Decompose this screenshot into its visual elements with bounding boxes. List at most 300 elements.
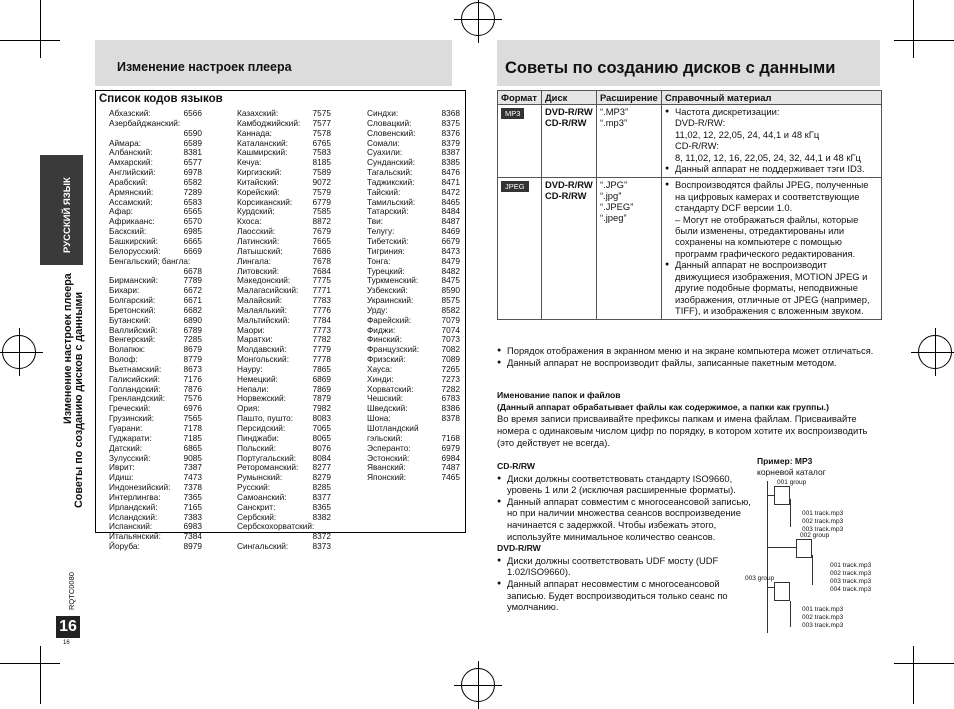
group-label-2: 002 group [800,532,830,539]
language-name: Итальянский: [109,531,161,542]
language-code: 8381 [183,147,202,158]
language-code: 6672 [183,285,202,296]
language-name: Болгарский: [109,295,156,306]
page-number-small: 16 [63,640,70,646]
language-name: Бретонский: [109,304,156,315]
language-code: 7065 [312,423,331,433]
language-name: Словацкий: [367,117,412,128]
language-name: Бутанский: [109,314,151,325]
language-name: Санскрит: [237,501,276,512]
language-name: Тайский: [367,186,401,197]
vertical-title-2: Советы по созданию дисков с данными [73,291,85,508]
language-name: Маори: [237,324,265,335]
th-extension: Расширение [597,91,662,105]
language-tab-label: РУССКИЙ ЯЗЫК [62,177,73,253]
language-code: 6765 [312,137,331,148]
language-name: Македонский: [237,275,291,286]
example-subtitle: корневой каталог [757,467,826,477]
language-code: 8469 [441,226,460,237]
language-name: Идиш: [109,472,134,483]
language-code: 6976 [183,403,202,414]
dvdrw-item-1: ● Диски должны соответствовать UDF мосту (UDF 1.02/ISO9660). [497,555,759,578]
language-code: 7776 [312,304,331,315]
language-code: 8373 [312,541,331,552]
language-name: Ирландский: [109,501,158,512]
language-name: Шотландский [367,423,419,433]
language-name: Румынский: [237,472,283,483]
language-name: Бенгальский; бангла: [109,255,191,266]
language-name: Азербайджанский: [109,117,181,128]
tree-sub-2 [812,555,813,585]
language-name: Сербскохорватский: [237,521,315,532]
language-code: 6665 [183,235,202,246]
cell-jpeg-disc: DVD-R/RW CD-R/RW [542,178,597,320]
language-name: Сингальский: [237,541,289,552]
language-name: Корейский: [237,186,280,197]
page-number: 16 [56,616,80,638]
language-code: 6678 [183,265,202,276]
language-code: 9072 [312,176,331,187]
language-name: Яванский: [367,462,406,473]
language-code: 8471 [441,176,460,187]
language-code: 6671 [183,295,202,306]
th-disc: Диск [542,91,597,105]
language-name: Галисийский: [109,373,160,384]
right-header [497,40,880,86]
language-name: Сунданский: [367,157,416,168]
language-name: Шона: [367,413,391,424]
language-name: Лаосский: [237,226,276,237]
language-name: Суахили: [367,147,403,158]
left-header [95,40,452,86]
language-code: 7473 [183,472,202,483]
language-code: 6583 [183,196,202,207]
language-name: Украинский: [367,295,414,306]
language-code: 6779 [312,196,331,207]
language-name: Немецкий: [237,373,278,384]
language-name: Лингала: [237,255,271,266]
language-name: Ория: [237,403,260,414]
dvdrw-item-2: ● Данный аппарат несовместим с многосеансовой записью. Будет воспроизводиться только сеанс по умолчанию. [497,578,759,613]
language-name: Хорватский: [367,383,414,394]
language-code: 8476 [441,167,460,178]
language-name: Пашто, пушто: [237,413,294,424]
language-code: 8279 [312,472,331,483]
language-name: Гренландский: [109,393,166,404]
language-name: Персидский: [237,423,286,433]
group-label-3: 003 group [745,575,775,582]
g2-file-4: 004 track.mp3 [830,586,872,593]
language-code: 7465 [441,472,460,483]
format-table [497,90,882,320]
vertical-title-1: Изменение настроек плеера [62,273,74,424]
language-name: Венгерский: [109,334,156,345]
language-code: 8590 [441,285,460,296]
language-name: Голландский: [109,383,161,394]
language-code: 7384 [183,531,202,542]
language-code: 7565 [183,413,202,424]
g3-file-3: 003 track.mp3 [802,622,844,629]
folder-tree-example [745,455,885,635]
g2-file-3: 003 track.mp3 [830,578,872,585]
language-name: Малаялький: [237,304,287,315]
language-code: 7876 [183,383,202,394]
group-label-1: 001 group [777,479,807,486]
language-name: Казахский: [237,108,279,118]
mp3-badge: MP3 [501,108,524,119]
language-name: Афар: [109,206,133,217]
language-code: 8375 [441,117,460,128]
language-code: 7684 [312,265,331,276]
language-code: 8472 [441,186,460,197]
language-name: Непали: [237,383,269,394]
tree-sub-3 [790,601,791,627]
language-name: Ретороманский: [237,462,299,473]
language-code: 7579 [312,186,331,197]
language-code: 7865 [312,363,331,374]
g1-file-1: 001 track.mp3 [802,510,844,517]
language-row [367,473,460,483]
language-name: Тигриния: [367,245,405,256]
language-code: 6669 [183,245,202,256]
cell-jpeg-notes [662,178,882,320]
language-code: 8673 [183,363,202,374]
language-name: Африкаанс: [109,216,155,227]
language-name: Китайский: [237,176,279,187]
language-name: Чешский: [367,393,404,404]
language-name: Малайский: [237,295,283,306]
general-note-1: ● Порядок отображения в экранном меню и на экране компьютера может отличаться. [497,345,882,357]
language-code: 8473 [441,245,460,256]
language-code: 6890 [183,314,202,325]
language-row [237,542,331,552]
general-note-2: ● Данный аппарат не воспроизводит файлы, записанные пакетным методом. [497,357,882,369]
language-column-1 [109,109,202,552]
language-name: Тамильский: [367,196,416,207]
g1-file-2: 002 track.mp3 [802,518,844,525]
folder-icon [796,539,812,558]
language-code: 8365 [312,501,331,512]
language-name: Тонга: [367,255,391,266]
mp3-note-1: ● Частота дискретизации: DVD-R/RW: 11,02, 12, 22,05, 24, 44,1 и 48 кГц CD-R/RW: 8, 11,02, 12, 16, 22,05, 24, 32, 44,1 и 48 кГц [665,106,878,163]
language-code: 6570 [183,216,202,227]
language-name: Шведский: [367,403,408,414]
language-name: Тви: [367,216,384,227]
language-code: 8575 [441,295,460,306]
language-code: 7577 [312,117,331,128]
language-code: 6789 [183,324,202,335]
language-code: 7982 [312,403,331,414]
language-code: 6984 [441,452,460,463]
language-name: Армянский: [109,186,154,197]
language-code: 8779 [183,354,202,365]
language-name: Кхоса: [237,216,262,227]
language-code: 9085 [183,452,202,463]
jpeg-badge: JPEG [501,181,529,192]
language-name: Французский: [367,344,420,355]
language-code: 6985 [183,226,202,237]
language-code: 8379 [441,137,460,148]
folder-icon [774,486,790,505]
g2-file-1: 001 track.mp3 [830,562,872,569]
cell-mp3-disc: DVD-R/RW CD-R/RW [542,105,597,178]
language-code: 8475 [441,275,460,286]
cdrw-item-1: ● Диски должны соответствовать стандарту ISO9660, уровень 1 или 2 (исключая расширенные форматы). [497,473,759,496]
language-name: Фиджи: [367,324,396,335]
language-name: Телугу: [367,226,395,237]
language-column-3 [367,109,460,483]
language-name: Испанский: [109,521,153,532]
language-code: 8482 [441,265,460,276]
language-name: Кечуа: [237,157,262,168]
language-code: 8386 [441,403,460,414]
language-code: 7783 [312,295,331,306]
language-name: Корсиканский: [237,196,293,207]
language-code: 7082 [441,344,460,355]
language-name: Финский: [367,334,402,345]
g3-file-1: 001 track.mp3 [802,606,844,613]
language-code: 7585 [312,206,331,217]
language-name: Иврит: [109,462,135,473]
language-code: 8487 [441,216,460,227]
example-title: Пример: MP3 [757,456,813,466]
language-code: 8372 [312,531,331,542]
naming-subtitle: (Данный аппарат обрабатывает файлы как содержимое, а папки как группы.) [497,401,829,412]
language-name: Узбекский: [367,285,408,296]
language-code: 7778 [312,354,331,365]
language-name: Сомали: [367,137,400,148]
language-code: 7773 [312,324,331,335]
language-code: 7589 [312,167,331,178]
language-name: Урду: [367,304,388,315]
cdrw-title: CD-R/RW [497,461,536,471]
language-name: Английский: [109,167,156,178]
language-name: Камбоджийский: [237,117,301,128]
language-name: гэльский: [367,432,403,443]
language-code: 7779 [312,344,331,355]
language-code: 7074 [441,324,460,335]
jpeg-note-2: ● Данный аппарат не воспроизводит движущиеся изображения, MOTION JPEG и другие подобные форматы, неподвижные изображения, отличные от JPEG (например, TIFF), и изображения с вложенным звуком. [665,259,878,316]
language-name: Малагасийский: [237,285,299,296]
language-code: 8378 [441,413,460,424]
row-jpeg [498,178,882,320]
language-name: Хинди: [367,373,394,384]
language-code: 7782 [312,334,331,345]
language-code: 6566 [183,108,202,118]
jpeg-note-1: ● Воспроизводятся файлы JPEG, полученные на цифровых камерах и соответствующие стандарту DCF версии 1.0. – Могут не отображаться файлы, которые были изменены, отредактированы или сохранены на компьютере с помощью программ графического редактирования. [665,179,878,259]
language-code: 7273 [441,373,460,384]
language-row [109,542,202,552]
language-name: Курдский: [237,206,275,217]
language-name: Белорусский: [109,245,161,256]
language-name: Абхазский: [109,108,151,118]
naming-section [497,390,882,449]
language-name: Латышский: [237,245,283,256]
language-name: Кашмирский: [237,147,288,158]
language-code: 6979 [441,442,460,453]
language-code: 8377 [312,491,331,502]
language-code: 7686 [312,245,331,256]
language-code: 7378 [183,482,202,493]
language-code: 6783 [441,393,460,404]
language-name: Киргизский: [237,167,282,178]
language-name: Японский: [367,472,407,483]
language-code: 7165 [183,501,202,512]
doc-code: RQTC0080 [67,572,76,610]
cell-mp3-notes [662,105,882,178]
language-code: 6679 [441,235,460,246]
g3-file-2: 002 track.mp3 [802,614,844,621]
naming-title: Именование папок и файлов [497,390,621,400]
language-name: Баскский: [109,226,147,237]
language-code: 6565 [183,206,202,217]
language-name: Сербский: [237,511,277,522]
row-mp3 [498,105,882,178]
language-code: 7869 [312,383,331,394]
language-code: 7578 [312,127,331,138]
language-code: 6983 [183,521,202,532]
language-name: Турецкий: [367,265,405,276]
language-name: Датский: [109,442,143,453]
language-code: 8382 [312,511,331,522]
language-name: Синдхи: [367,108,399,118]
language-code: 8979 [183,541,202,552]
cell-jpeg-format [498,178,542,320]
language-name: Молдавский: [237,344,287,355]
language-code: 7487 [441,462,460,473]
language-name: Албанский: [109,147,153,158]
language-code: 6869 [312,373,331,384]
language-code: 6865 [183,442,202,453]
language-code: 7879 [312,393,331,404]
language-code: 8076 [312,442,331,453]
language-code: 7176 [183,373,202,384]
language-name: Литовский: [237,265,280,276]
language-name: Хауса: [367,363,393,374]
language-name: Интерлингва: [109,491,161,502]
language-tab [40,155,83,265]
language-code: 7575 [312,108,331,118]
format-table-header [498,91,882,105]
language-name: Каннада: [237,127,272,138]
cell-mp3-format [498,105,542,178]
language-code: 8376 [441,127,460,138]
language-name: Греческий: [109,403,151,414]
language-code: 7576 [183,393,202,404]
dvdrw-title: DVD-R/RW [497,543,541,554]
language-name: Йоруба: [109,541,140,552]
language-name: Эстонский: [367,452,410,463]
language-name: Индонезийский: [109,482,171,493]
language-name: Таджикский: [367,176,415,187]
language-name: Русский: [237,482,271,493]
language-column-2 [237,109,331,552]
cdrw-item-2: ● Данный аппарат совместим с многосеансовой записью, но при наличии множества сеансов воспроизведение начинается с задержкой. Чтобы избежать этого, используйте минимальное количество сеансов. [497,496,759,542]
left-header-title: Изменение настроек плеера [117,60,292,74]
language-code: 8479 [441,255,460,266]
folder-icon [774,582,790,601]
language-name: Волоф: [109,354,138,365]
language-code: 8368 [441,108,460,118]
language-code: 7784 [312,314,331,325]
language-code: 7079 [441,314,460,325]
language-code: 8387 [441,147,460,158]
language-code: 7583 [312,147,331,158]
tree-branch-2 [767,547,797,548]
language-code: 7285 [183,334,202,345]
language-code: 6582 [183,176,202,187]
language-name: Башкирский: [109,235,158,246]
language-code: 6978 [183,167,202,178]
language-name: Грузинский: [109,413,155,424]
language-name: Фарейский: [367,314,412,325]
th-reference: Справочный материал [662,91,882,105]
language-name: Исландский: [109,511,158,522]
language-name: Норвежский: [237,393,286,404]
naming-text: Во время записи присваивайте префиксы папкам и имена файлам. Присваивайте номера с одинаковым числом цифр по порядку, в котором хотите их воспроизводить (это действует не всегда). [497,413,868,448]
cell-mp3-ext: “.MP3” “.mp3” [597,105,662,178]
language-code: 6577 [183,157,202,168]
language-code: 7282 [441,383,460,394]
language-code: 7679 [312,226,331,237]
language-name: Тагальский: [367,167,413,178]
language-code: 7387 [183,462,202,473]
g2-file-2: 002 track.mp3 [830,570,872,577]
language-name: Туркменский: [367,275,419,286]
language-name: Науру: [237,363,263,374]
language-name: Фризский: [367,354,406,365]
g1-file-3: 003 track.mp3 [802,526,844,533]
language-code: 7365 [183,491,202,502]
language-code: 7771 [312,285,331,296]
language-code: 8484 [441,206,460,217]
tree-sub-1 [790,499,791,527]
language-code: 6682 [183,304,202,315]
language-code: 8679 [183,344,202,355]
language-code: 6589 [183,137,202,148]
language-name: Вьетнамский: [109,363,162,374]
language-code: 7383 [183,511,202,522]
language-code: 7665 [312,235,331,246]
mp3-note-2: ● Данный аппарат не поддерживает тэги ID3. [665,163,878,174]
language-name: Амхарский: [109,157,153,168]
language-name: Гуарани: [109,423,143,433]
language-name: Арабский: [109,176,148,187]
general-notes [497,345,882,368]
language-code: 8277 [312,462,331,473]
language-code: 7073 [441,334,460,345]
language-code: 8582 [441,304,460,315]
language-name: Валлийский: [109,324,158,335]
language-name: Эсперанто: [367,442,411,453]
language-code: 8065 [312,432,331,443]
language-name: Татарский: [367,206,409,217]
language-code: 8385 [441,157,460,168]
language-name: Бирманский: [109,275,158,286]
language-name: Гуджарати: [109,432,152,443]
language-code: 7185 [183,432,202,443]
language-list-box [95,90,466,552]
language-code: 7168 [441,432,460,443]
language-name: Пинджаби: [237,432,279,443]
language-code: 8285 [312,482,331,493]
language-code: 7678 [312,255,331,266]
language-list-title: Список кодов языков [99,93,223,105]
language-code: 8185 [312,157,331,168]
language-name: Аймара: [109,137,142,148]
language-code: 7289 [183,186,202,197]
right-header-title: Советы по созданию дисков с данными [505,59,836,77]
